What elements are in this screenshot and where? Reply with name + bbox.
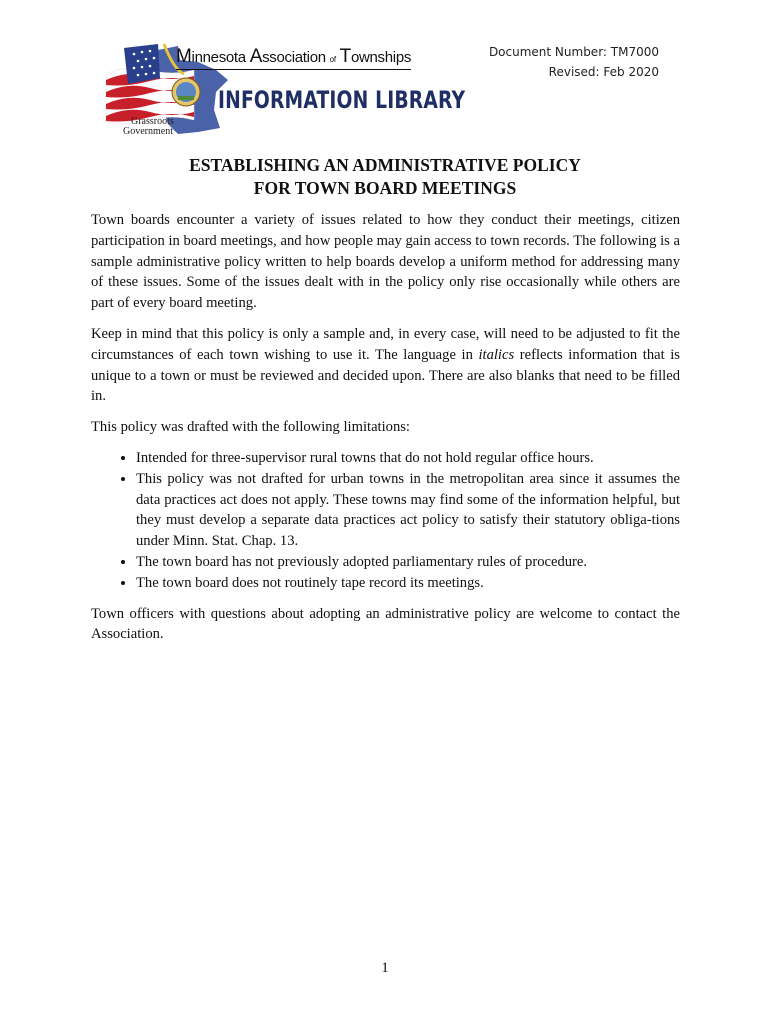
document-number: Document Number: TM7000 — [488, 45, 659, 59]
org-name-of: of — [329, 55, 336, 64]
org-name-letter: T — [339, 46, 351, 67]
title-line-2: FOR TOWN BOARD MEETINGS — [253, 178, 517, 198]
list-item: • The town board has not previously adopted parliamentary rules of procedure. — [136, 552, 680, 573]
document-body — [91, 210, 680, 655]
org-name-part: ownships — [350, 49, 412, 66]
paragraph-contact: Town officers with questions about adopting an administrative policy are welcome to contact the Association. — [91, 605, 680, 643]
list-item: • This policy was not drafted for urban towns in the metropolitan area since it assumes the data practices act does not apply. These towns may find some of the information helpful, but they must develop a separate data practices act policy to satisfy their statutory obliga-tions under Minn. Stat. Chap. 13. — [136, 469, 680, 552]
paragraph-intro: Town boards encounter a variety of issues related to how they conduct their meetings, citizen participation in board meetings, and how people may gain access to town records. The following is a sample administrative policy written to help boards develop a uniform method for addressing many of these issues. Some of the issues dealt with in the policy only rise occasionally while others are part of every board meeting. — [91, 212, 680, 312]
tagline-line-2: Government — [123, 126, 173, 137]
org-name-part: innesota — [191, 49, 250, 66]
paragraph-text: reflects information that is unique to a town or must be reviewed and decided upon. There are also blanks that need to be filled in. — [91, 346, 680, 405]
italic-word: italics — [478, 346, 515, 363]
page-number: 1 — [381, 960, 389, 976]
title-line-1: ESTABLISHING AN ADMINISTRATIVE POLICY — [189, 155, 581, 175]
paragraph-limitations: This policy was drafted with the following limitations: — [91, 419, 410, 436]
limitations-list — [91, 448, 680, 594]
list-item: • The town board does not routinely tape record its meetings. — [136, 573, 680, 594]
paragraph-sample-note — [91, 324, 680, 407]
paragraph-text: Keep in mind that this policy is only a sample and, in every case, will need to be adjusted to fit the circumstances of each town wishing to use it. The language in — [91, 325, 680, 363]
library-title: INFORMATION LIBRARY — [218, 86, 466, 114]
list-item: • Intended for three-supervisor rural towns that do not hold regular office hours. — [136, 448, 680, 469]
org-name-part: ssociation — [262, 49, 326, 66]
org-name-letter: A — [249, 46, 263, 67]
organization-name — [176, 46, 411, 70]
tagline-line-1: Grassroots — [131, 116, 174, 127]
state-seal-icon — [172, 78, 200, 106]
tagline — [123, 116, 174, 137]
org-name-letter: M — [176, 46, 192, 67]
revised-date: Revised: Feb 2020 — [548, 65, 659, 79]
document-info — [489, 42, 659, 82]
document-title — [0, 154, 770, 200]
